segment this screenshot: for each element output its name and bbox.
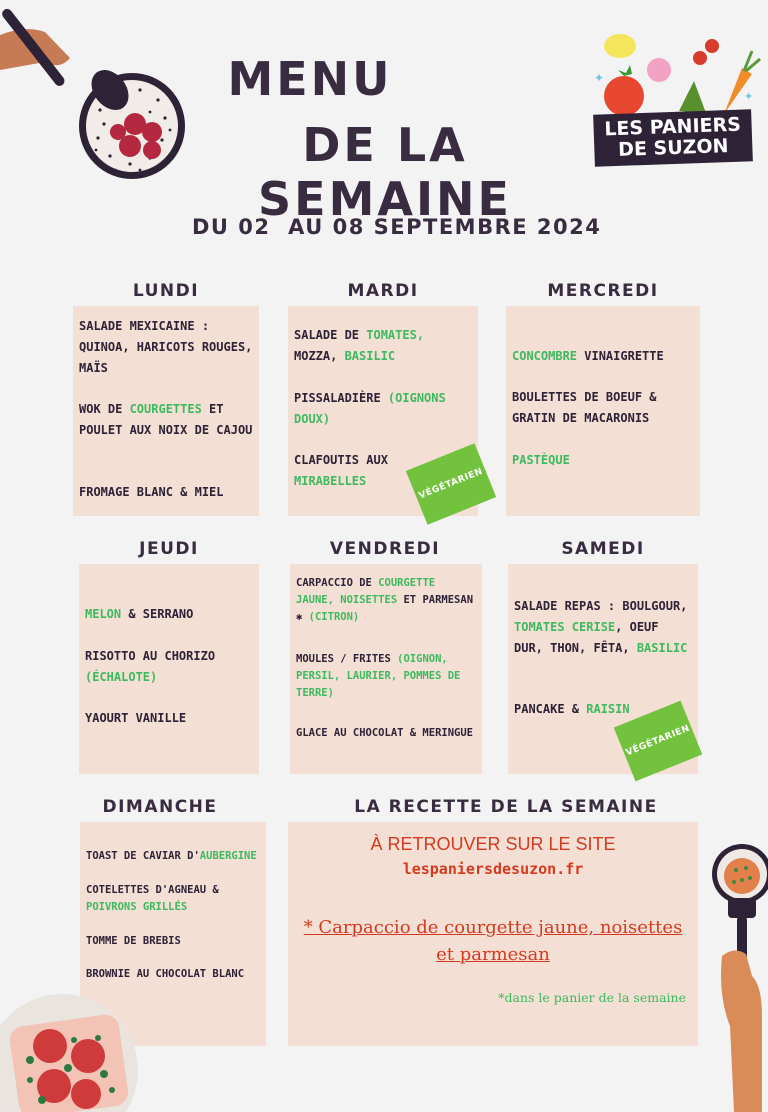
menu-item-text: , OEUF DUR, THON, FÊTA,	[514, 620, 659, 655]
vegetables-logo-illustration	[584, 26, 764, 118]
brand-line-2: DE SUZON	[617, 135, 729, 161]
ingredient-highlight: BASILIC	[344, 349, 396, 363]
recipe-name: * Carpaccio de courgette jaune, noisettes et parmesan	[303, 917, 683, 965]
ingredient-highlight: TOMATES,	[366, 328, 425, 342]
ingredient-highlight: AUBERGINE	[199, 850, 257, 862]
menu-item-text: & SERRANO	[121, 607, 194, 621]
menu-item	[294, 388, 472, 430]
menu-item	[512, 450, 694, 471]
menu-item-text: VINAIGRETTE	[577, 349, 664, 363]
day-header-samedi: SAMEDI	[561, 539, 645, 559]
menu-item	[294, 325, 472, 367]
recipe-card	[288, 822, 698, 1046]
menu-item-text: PISSALADIÈRE	[294, 391, 388, 405]
menu-card-vendredi	[290, 564, 482, 774]
ingredient-highlight: POIVRONS GRILLÉS	[86, 901, 188, 913]
day-header-mardi: MARDI	[347, 281, 419, 301]
svg-text:✦: ✦	[744, 90, 754, 103]
day-header-jeudi: JEUDI	[139, 539, 199, 559]
page-title: MENU	[227, 52, 393, 106]
week-dates: DU 02 AU 08 SEPTEMBRE 2024	[192, 215, 602, 239]
day-header-lundi: LUNDI	[132, 281, 200, 301]
menu-item-text: MOULES / FRITES	[296, 653, 398, 665]
menu-item-text: MOZZA,	[294, 349, 345, 363]
menu-item-text: CLAFOUTIS AUX	[294, 453, 388, 467]
day-header-vendredi: VENDREDI	[329, 539, 441, 559]
ingredient-highlight: (ÉCHALOTE)	[85, 670, 158, 684]
vegetarian-badge: VÉGÉTARIEN	[614, 701, 702, 782]
ingredient-highlight: (CITRON)	[308, 611, 360, 623]
menu-item	[512, 387, 694, 429]
fork-illustration	[706, 836, 768, 1112]
ingredient-highlight: RAISIN	[586, 702, 630, 716]
menu-item	[86, 882, 260, 916]
ingredient-highlight: MIRABELLES	[294, 474, 367, 488]
recipe-heading: LA RECETTE DE LA SEMAINE	[354, 797, 658, 817]
ingredient-highlight: (OIGNONS DOUX)	[294, 391, 446, 426]
ingredient-highlight: TOMATES CERISE	[514, 620, 616, 634]
menu-item	[85, 708, 253, 729]
svg-text:✦: ✦	[594, 71, 605, 85]
ingredient-highlight: MELON	[85, 607, 122, 621]
vegetarian-badge: VÉGÉTARIEN	[406, 443, 496, 524]
day-header-mercredi: MERCREDI	[547, 281, 659, 301]
menu-item	[86, 848, 260, 865]
menu-item	[514, 596, 692, 659]
menu-item-text: TOAST DE CAVIAR D'	[86, 850, 200, 862]
ingredient-highlight: PASTÈQUE	[512, 453, 570, 467]
menu-item-text: COTELETTES D'AGNEAU &	[86, 884, 219, 896]
menu-item-text: FROMAGE BLANC & MIEL	[79, 485, 224, 499]
recipe-site-link[interactable]: lespaniersdesuzon.fr	[402, 860, 584, 878]
ingredient-highlight: CONCOMBRE	[512, 349, 578, 363]
menu-item-text: ET POULET AUX NOIX DE CAJOU	[79, 402, 253, 437]
recipe-note: *dans le panier de la semaine	[498, 990, 686, 1005]
menu-item	[85, 604, 253, 625]
menu-item-text: WOK DE	[79, 402, 130, 416]
page-subtitle: DE LA SEMAINE	[258, 118, 512, 226]
menu-item-text: RISOTTO AU CHORIZO	[85, 649, 216, 663]
menu-item-text: GLACE AU CHOCOLAT & MERINGUE	[296, 727, 474, 739]
menu-item-text: TOMME DE BREBIS	[86, 935, 181, 947]
menu-item	[296, 575, 476, 626]
menu-item	[85, 646, 253, 688]
menu-item	[296, 725, 476, 742]
brand-logo	[593, 109, 753, 166]
menu-item-text: SALADE MEXICAINE : QUINOA, HARICOTS ROUGES, MAÏS	[79, 319, 253, 375]
menu-card-mercredi	[506, 306, 700, 516]
menu-item-text: BROWNIE AU CHOCOLAT BLANC	[86, 968, 245, 980]
ingredient-highlight: COURGETTE JAUNE, NOISETTES	[296, 577, 436, 606]
menu-item-text: PANCAKE &	[514, 702, 587, 716]
toast-illustration	[0, 990, 140, 1112]
menu-card-jeudi	[79, 564, 259, 774]
menu-item-text: BOULETTES DE BOEUF & GRATIN DE MACARONIS	[512, 390, 657, 425]
menu-item-text: SALADE DE	[294, 328, 367, 342]
menu-card-lundi	[73, 306, 259, 516]
menu-item	[86, 933, 260, 950]
menu-item	[79, 399, 253, 441]
menu-item	[79, 482, 253, 503]
menu-item	[296, 651, 476, 702]
day-header-dimanche: DIMANCHE	[102, 797, 218, 817]
menu-item-text: YAOURT VANILLE	[85, 711, 187, 725]
menu-item-text: SALADE REPAS : BOULGOUR,	[514, 599, 688, 613]
ingredient-highlight: COURGETTES	[129, 402, 202, 416]
menu-item	[512, 346, 694, 367]
menu-item	[79, 316, 253, 379]
menu-item-text: CARPACCIO DE	[296, 577, 379, 589]
menu-item-text: ET PARMESAN ✱	[296, 594, 474, 623]
menu-item	[86, 966, 260, 983]
ingredient-highlight: (OIGNON, PERSIL, LAURIER, POMMES DE TERRE)	[296, 653, 461, 699]
recipe-intro: À RETROUVER SUR LE SITE	[370, 834, 616, 854]
ingredient-highlight: BASILIC	[636, 641, 688, 655]
brand-line-1: LES PANIERS	[603, 113, 742, 141]
menu-item	[294, 450, 404, 492]
